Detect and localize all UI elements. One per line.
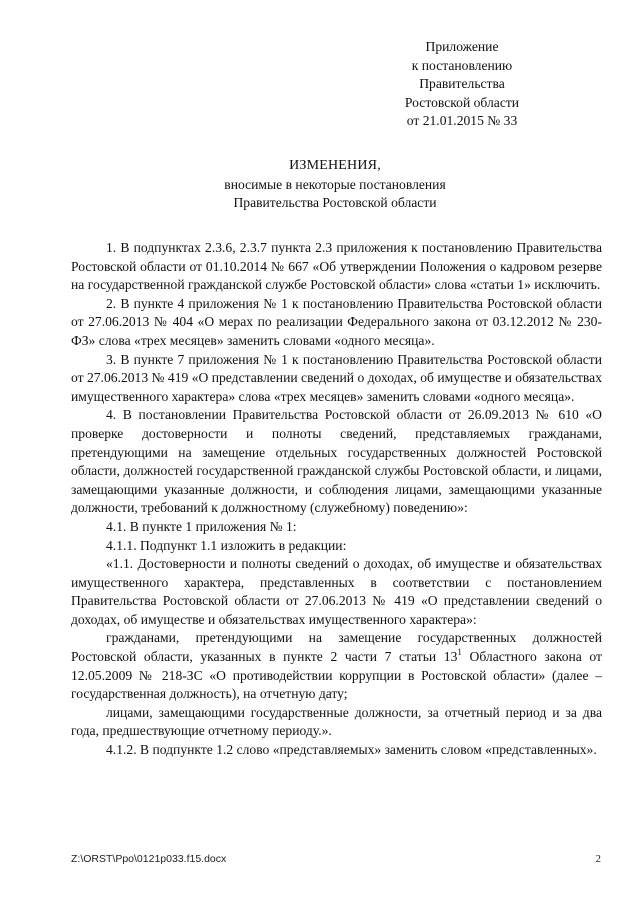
appendix-line: Правительства xyxy=(419,76,505,91)
paragraph xyxy=(71,629,602,703)
appendix-line: Ростовской области xyxy=(404,94,520,110)
paragraph-text: гражданами, претендующими на замещение государственных должностей Ростовской области, указанных в пункте 2 части 7 статьи 13 xyxy=(71,630,602,665)
document-title: ИЗМЕНЕНИЯ, xyxy=(289,158,381,173)
document-body xyxy=(71,239,602,760)
page-number: 2 xyxy=(595,853,601,865)
appendix-header xyxy=(362,38,562,131)
paragraph: 4.1.1. Подпункт 1.1 изложить в редакции: xyxy=(106,537,347,553)
paragraph: 4.1. В пункте 1 приложения № 1: xyxy=(106,518,297,534)
footer-file-path: Z:\ORST\Ppo\0121p033.f15.docx xyxy=(71,853,227,865)
paragraph: лицами, замещающими государственные должности, за отчетный период и за два года, предшествующие отчетному периоду.». xyxy=(71,704,602,739)
appendix-line: от 21.01.2015 № 33 xyxy=(406,113,518,128)
document-subtitle: Правительства Ростовской области xyxy=(233,195,437,210)
document-title-block xyxy=(70,157,600,213)
paragraph: 3. В пункте 7 приложения № 1 к постановлению Правительства Ростовской области от 27.06.2013 № 419 «О представлении сведений о доходах, об имуществе и обязательствах имущественного характера» слова «трех месяцев» заменить словами «одного месяца». xyxy=(71,351,602,404)
appendix-line: к постановлению xyxy=(411,57,513,73)
appendix-line: Приложение xyxy=(425,39,499,54)
paragraph: «1.1. Достоверности и полноты сведений о доходах, об имуществе и обязательствах имущественного характера, представленных в соответствии с постановлением Правительства Ростовской области от 27.06.2013 № 419 «О представлении сведений о доходах, об имуществе и обязательствах имущественного характера»: xyxy=(71,556,602,627)
paragraph: 4.1.2. В подпункте 1.2 слово «представляемых» заменить словом «представленных». xyxy=(106,742,597,758)
paragraph: 1. В подпунктах 2.3.6, 2.3.7 пункта 2.3 приложения к постановлению Правительства Ростовской области от 01.10.2014 № 667 «Об утверждении Положения о кадровом резерве на государственной гражданской службе Ростовской области» слова «статьи 1» исключить. xyxy=(71,240,602,293)
paragraph-text: Областного закона от 12.05.2009 № 218-ЗС «О противодействии коррупции в Ростовской области» (далее – государственная должность), на отчетную дату; xyxy=(71,649,602,702)
document-subtitle: вносимые в некоторые постановления xyxy=(224,176,446,192)
paragraph: 2. В пункте 4 приложения № 1 к постановлению Правительства Ростовской области от 27.06.2013 № 404 «О мерах по реализации Федерального закона от 03.12.2012 № 230-ФЗ» слова «трех месяцев» заменить словами «одного месяца». xyxy=(71,295,602,348)
paragraph: 4. В постановлении Правительства Ростовской области от 26.09.2013 № 610 «О проверке достоверности и полноты сведений, представляемых гражданами, претендующими на замещение отдельных государственных должностей Ростовской области, должностей государственной гражданской службы Ростовской области, и лицами, замещающими указанные должности, и соблюдения лицами, замещающими указанные должности, требований к должностному (служебному) поведению»: xyxy=(71,407,602,516)
superscript: 1 xyxy=(457,647,462,658)
